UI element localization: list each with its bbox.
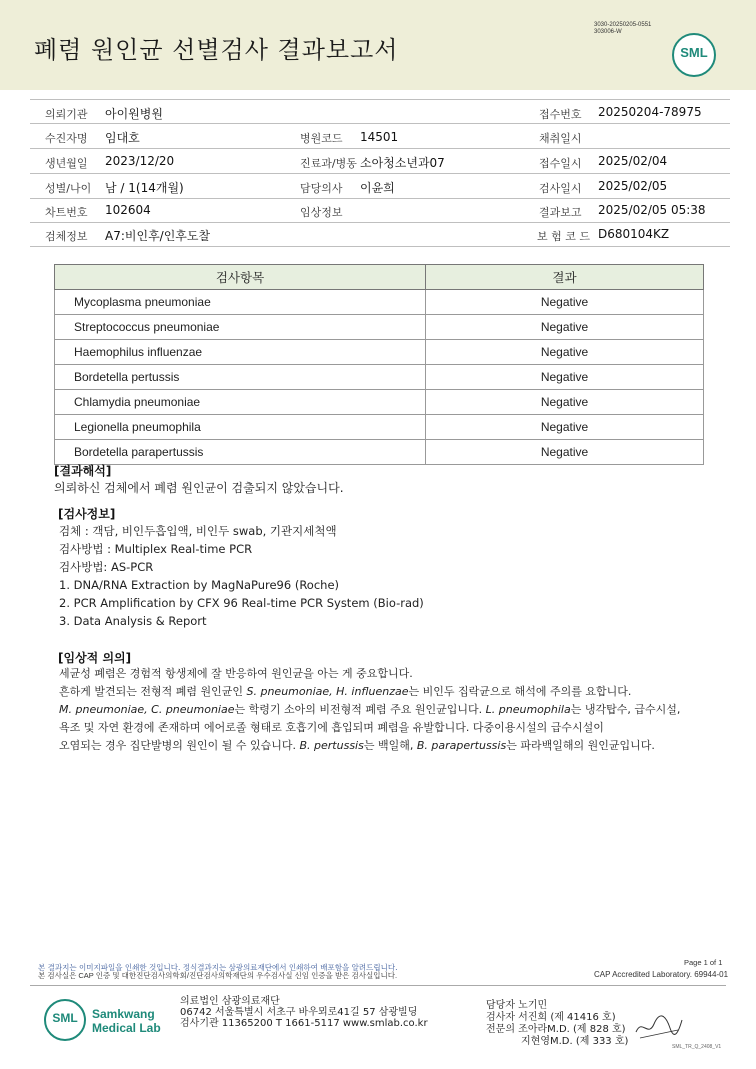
results-header-row (55, 265, 704, 290)
dept-label: 진료과/병동 (300, 157, 357, 170)
sex-age-label: 성별/나이 (45, 182, 92, 195)
staff-line: 검사자 서진희 (제 41416 호) (486, 1012, 616, 1023)
clinical-text: 흔하게 발견되는 전형적 폐렴 원인균인 (59, 685, 247, 698)
hospital-code-value: 14501 (360, 130, 399, 144)
clinical-line-5 (59, 737, 680, 755)
doctor-label: 담당의사 (300, 182, 343, 195)
document-id-line2: 303006-W (594, 29, 622, 35)
sex-age-value: 남 / 1(14개월) (105, 181, 184, 195)
interpretation-title: [결과해석] (54, 464, 112, 478)
reported-label: 결과보고 (539, 206, 582, 219)
test-info-line: 2. PCR Amplification by CFX 96 Real-time PCR System (Bio-rad) (59, 596, 424, 610)
table-row (55, 315, 704, 340)
test-result: Negative (426, 365, 704, 390)
interpretation-text: 의뢰하신 검체에서 폐렴 원인균이 검출되지 않았습니다. (54, 481, 344, 495)
test-result: Negative (426, 390, 704, 415)
clinical-line-1: 세균성 폐렴은 경험적 항생제에 잘 반응하여 원인균을 아는 게 중요합니다. (59, 667, 413, 680)
footer-notice-print: 본 결과지는 이미지파일을 인쇄한 것입니다. 정식결과지는 삼광의료재단에서 인쇄하여 배포함을 알려드립니다. (38, 963, 398, 972)
info-divider (30, 222, 730, 223)
tested-value: 2025/02/05 (598, 179, 668, 193)
clinical-text: 는 냉각탑수, 급수시설, (570, 703, 681, 716)
collected-label: 채취일시 (539, 132, 582, 145)
receipt-no-label: 접수번호 (539, 108, 582, 121)
test-item: Bordetella parapertussis (55, 440, 426, 465)
col-header-item: 검사항목 (55, 265, 426, 290)
received-label: 접수일시 (539, 157, 582, 170)
patient-value: 임대호 (105, 131, 140, 145)
test-info-line: 검체 : 객담, 비인두흡입액, 비인두 swab, 기관지세척액 (59, 524, 337, 538)
birth-value: 2023/12/20 (105, 154, 175, 168)
table-row (55, 365, 704, 390)
table-row (55, 290, 704, 315)
table-row (55, 440, 704, 465)
report-title: 폐렴 원인균 선별검사 결과보고서 (34, 36, 399, 64)
test-item: Mycoplasma pneumoniae (55, 290, 426, 315)
institution-value: 아이원병원 (105, 107, 163, 121)
test-item: Haemophilus influenzae (55, 340, 426, 365)
organization-name-line2: Medical Lab (92, 1021, 161, 1035)
clinical-text: 는 학령기 소아의 비전형적 폐렴 주요 원인균입니다. (234, 703, 486, 716)
cap-accreditation: CAP Accredited Laboratory. 69944-01 (594, 970, 729, 979)
clinical-text: 오염되는 경우 집단발병의 원인이 될 수 있습니다. (59, 739, 300, 752)
address-line: 검사기관 11365200 T 1661-5117 www.smlab.co.kr (180, 1018, 428, 1029)
organization-name (92, 1007, 161, 1035)
chart-value: 102604 (105, 203, 151, 217)
chart-label: 차트번호 (45, 206, 88, 219)
dept-value: 소아청소년과07 (360, 156, 445, 170)
info-divider (30, 123, 730, 124)
test-result: Negative (426, 290, 704, 315)
sml-logo-text: SML (680, 45, 708, 60)
clinical-text: 는 비인두 집락균으로 해석에 주의를 요합니다. (408, 685, 632, 698)
organism-names: S. pneumoniae, H. influenzae (246, 685, 409, 698)
staff-list (486, 1000, 628, 1048)
signature-scribble (632, 1012, 684, 1042)
test-info-list (59, 522, 424, 630)
hospital-code-label: 병원코드 (300, 132, 343, 145)
address-line: 의료법인 삼광의료재단 (180, 996, 280, 1007)
footer-notice-cap: 본 검사실은 CAP 인증 및 대한진단검사의학회/진단검사의학재단의 우수검사실 신임 인증을 받은 검사실입니다. (38, 971, 398, 980)
test-result: Negative (426, 415, 704, 440)
receipt-no-value: 20250204-78975 (598, 105, 702, 119)
test-info-line: 검사방법: AS-PCR (59, 560, 154, 574)
col-header-result: 결과 (426, 265, 704, 290)
test-info-line: 검사방법 : Multiplex Real-time PCR (59, 542, 253, 556)
info-divider (30, 148, 730, 149)
clinical-label: 임상정보 (300, 206, 343, 219)
clinical-text: 는 백일해, (363, 739, 417, 752)
sml-footer-logo-text: SML (52, 1011, 78, 1025)
received-value: 2025/02/04 (598, 154, 668, 168)
insurance-label: 보 험 코 드 (537, 230, 590, 243)
table-row (55, 415, 704, 440)
organism-names: L. pneumophila (485, 703, 571, 716)
table-row (55, 340, 704, 365)
organism-names: B. pertussis (299, 739, 364, 752)
clinical-significance-text (59, 665, 680, 755)
document-id (594, 22, 651, 36)
test-info-title: [검사정보] (58, 507, 116, 521)
clinical-line-2 (59, 683, 680, 701)
info-divider-top (30, 99, 730, 100)
table-row (55, 390, 704, 415)
test-result: Negative (426, 340, 704, 365)
test-result: Negative (426, 440, 704, 465)
test-item: Bordetella pertussis (55, 365, 426, 390)
clinical-line-3 (59, 701, 680, 719)
test-result: Negative (426, 315, 704, 340)
document-id-line1: 3030-20250205-0551 (594, 22, 652, 28)
address-line: 06742 서울특별시 서초구 바우뫼로41길 57 삼광빌딩 (180, 1007, 418, 1018)
info-divider (30, 173, 730, 174)
staff-line: 담당자 노기민 (486, 1000, 548, 1011)
form-code: SML_TR_Q_2408_V1 (672, 1044, 722, 1050)
insurance-value: D680104KZ (598, 227, 670, 241)
clinical-line-4: 욕조 및 자연 환경에 존재하며 에어로졸 형태로 호흡기에 흡입되며 폐렴을 유발합니다. 다중이용시설의 급수시설이 (59, 721, 604, 734)
organism-names: B. parapertussis (416, 739, 507, 752)
results-table (54, 264, 704, 465)
test-item: Legionella pneumophila (55, 415, 426, 440)
organization-name-line1: Samkwang (92, 1007, 155, 1021)
info-divider (30, 198, 730, 199)
specimen-label: 검체정보 (45, 230, 88, 243)
organism-names: M. pneumoniae, C. pneumoniae (59, 703, 235, 716)
reported-value: 2025/02/05 05:38 (598, 203, 706, 217)
staff-line: 지현영M.D. (제 333 호) (521, 1036, 629, 1047)
clinical-significance-title: [임상적 의의] (58, 651, 132, 665)
doctor-value: 이윤희 (360, 181, 395, 195)
info-divider-bottom (30, 246, 730, 247)
clinical-text: 는 파라백일해의 원인균입니다. (506, 739, 655, 752)
page-number: Page 1 of 1 (684, 958, 723, 967)
staff-line: 전문의 조아라M.D. (제 828 호) (486, 1024, 626, 1035)
organization-address (180, 996, 428, 1029)
test-info-line: 1. DNA/RNA Extraction by MagNaPure96 (Roche) (59, 578, 340, 592)
test-item: Streptococcus pneumoniae (55, 315, 426, 340)
institution-label: 의뢰기관 (45, 108, 88, 121)
test-info-line: 3. Data Analysis & Report (59, 614, 207, 628)
tested-label: 검사일시 (539, 182, 582, 195)
footer-divider (30, 985, 726, 986)
specimen-value: A7:비인후/인후도찰 (105, 229, 211, 243)
patient-label: 수진자명 (45, 132, 88, 145)
test-item: Chlamydia pneumoniae (55, 390, 426, 415)
birth-label: 생년월일 (45, 157, 88, 170)
